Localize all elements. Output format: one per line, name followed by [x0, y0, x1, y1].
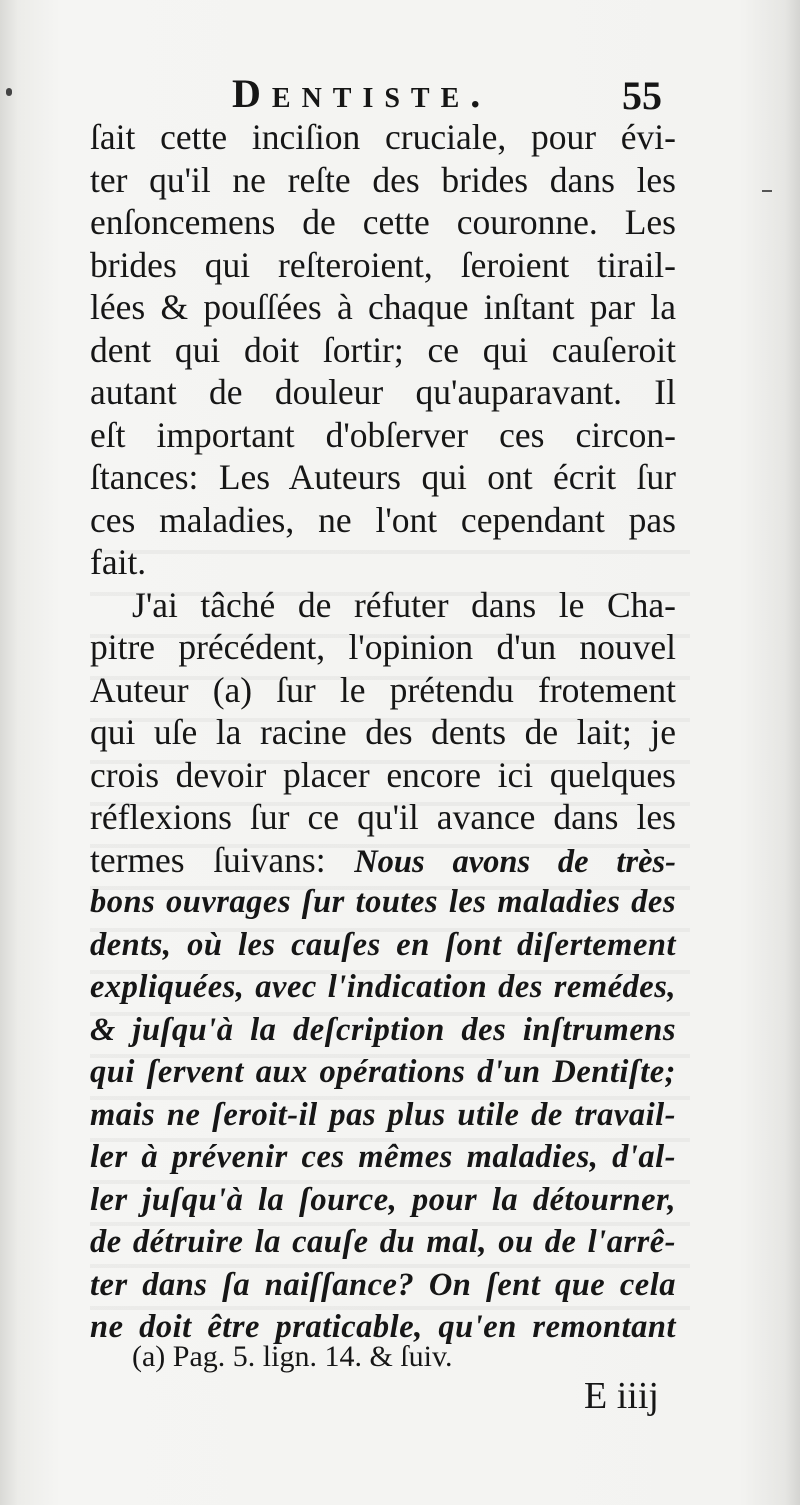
italic-line: ter dans ſa naiſſance? On ſent que cela [90, 1266, 676, 1303]
signature-mark: E iiij [584, 1375, 659, 1417]
text-line: ſtances: Les Auteurs qui ont écrit ſur [90, 457, 676, 497]
italic-line: expliquées, avec l'indication des remédes, [90, 969, 676, 1005]
footnote: (a) Pag. 5. lign. 14. & ſuiv. [132, 1340, 453, 1373]
page-number: 55 [622, 73, 662, 118]
text-line: dent qui doit ſortir; ce qui cauſeroit [90, 329, 676, 370]
text-line [90, 839, 676, 882]
text-line: ſait cette inciſion cruciale, pour évi- [90, 117, 676, 157]
italic-line: dents, où les cauſes en ſont diſertement [90, 926, 676, 963]
body-text [90, 116, 676, 1349]
text-segment: termes ſuivans: [90, 839, 326, 880]
italic-segment: Nous avons de très- [354, 843, 676, 880]
text-line: lées & pouſſées à chaque inſtant par la [90, 287, 676, 327]
text-line: crois devoir placer encore ici quelques [90, 754, 676, 795]
text-line: ter qu'il ne reſte des brides dans les [90, 159, 676, 200]
text-line: Auteur (a) ſur le prétendu frotement [90, 669, 676, 710]
italic-line: ler juſqu'à la ſource, pour la détourner, [90, 1181, 676, 1218]
ink-speck [762, 190, 772, 192]
italic-line: ler à prévenir ces mêmes maladies, d'al- [90, 1139, 676, 1175]
text-line: qui uſe la racine des dents de lait; je [90, 712, 676, 752]
italic-line: & juſqu'à la deſcription des inſtrumens [90, 1011, 676, 1048]
ink-speck [6, 88, 12, 96]
text-line: autant de douleur qu'auparavant. Il [90, 372, 676, 412]
text-line: eſt important d'obſerver ces circon- [90, 414, 676, 455]
text-line: ces maladies, ne l'ont cependant pas [90, 499, 676, 540]
italic-line: de détruire la cauſe du mal, ou de l'arrê- [90, 1224, 676, 1260]
text-line: pitre précédent, l'opinion d'un nouvel [90, 627, 676, 667]
text-line: fait. [90, 542, 147, 582]
italic-line: bons ouvrages ſur toutes les maladies des [90, 884, 676, 920]
italic-line: ne doit être praticable, qu'en remontant [90, 1309, 676, 1345]
text-line: réflexions ſur ce qu'il avance dans les [90, 797, 676, 837]
text-line: brides qui reſteroient, ſeroient tirail- [90, 244, 676, 285]
italic-line: qui ſervent aux opérations d'un Dentiſte; [90, 1054, 676, 1090]
running-head: Dentiste. [232, 71, 492, 116]
italic-line: mais ne ſeroit-il pas plus utile de travail- [90, 1096, 676, 1133]
text-line: J'ai tâché de réfuter dans le Cha- [132, 584, 676, 625]
text-line: enſoncemens de cette couronne. Les [90, 202, 676, 242]
